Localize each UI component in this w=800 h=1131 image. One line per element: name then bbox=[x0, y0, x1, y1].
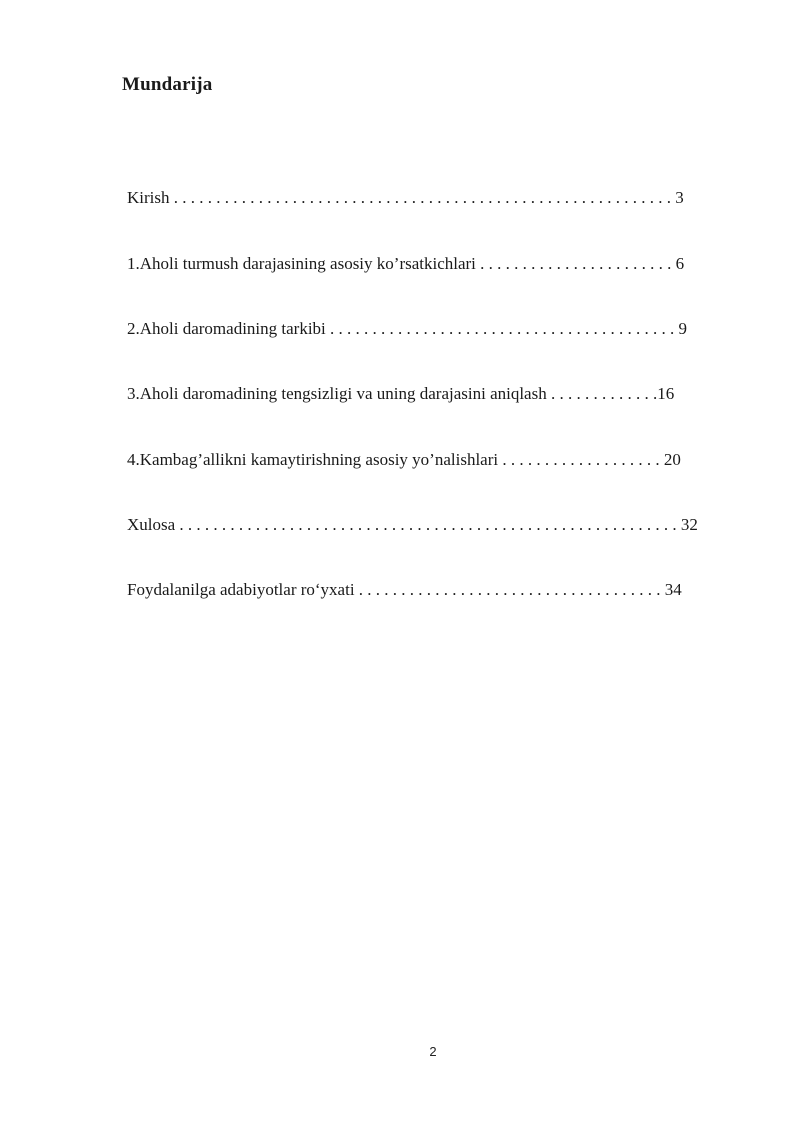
toc-item-chapter-4[interactable] bbox=[127, 447, 743, 473]
toc-entry-text: Xulosa . . . . . . . . . . . . . . . . . . . . . . . . . . . . . . . . . . . . . . . . . . . . . . . . . . . . . . . . . . . 32 bbox=[127, 515, 698, 534]
toc-entry-text: 4.Kambag’allikni kamaytirishning asosiy yo’nalishlari . . . . . . . . . . . . . . . . . . . 20 bbox=[127, 450, 681, 469]
toc-item-conclusion[interactable] bbox=[127, 512, 743, 538]
toc-entry-text: 2.Aholi daromadining tarkibi . . . . . . . . . . . . . . . . . . . . . . . . . . . . . . . . . . . . . . . . . 9 bbox=[127, 319, 688, 338]
toc-item-chapter-1[interactable] bbox=[127, 251, 743, 277]
toc-entry-text: Foydalanilga adabiyotlar ro‘yxati . . . . . . . . . . . . . . . . . . . . . . . . . . . . . . . . . . . . 34 bbox=[127, 580, 682, 599]
toc-entry-text: 1.Aholi turmush darajasining asosiy ko’rsatkichlari . . . . . . . . . . . . . . . . . . . . . . . 6 bbox=[127, 254, 685, 273]
toc-item-introduction[interactable] bbox=[127, 185, 743, 211]
toc-entry-text: 3.Aholi daromadining tengsizligi va uning darajasini aniqlash . . . . . . . . . . . . .16 bbox=[127, 384, 675, 403]
toc-item-chapter-2[interactable] bbox=[127, 316, 743, 342]
page-number: 2 bbox=[429, 1044, 437, 1059]
toc-item-chapter-3[interactable] bbox=[127, 381, 743, 407]
toc-entry-text: Kirish . . . . . . . . . . . . . . . . . . . . . . . . . . . . . . . . . . . . . . . . . . . . . . . . . . . . . . . . . . . 3 bbox=[127, 188, 684, 207]
page-title: Mundarija bbox=[122, 74, 213, 95]
toc-item-references[interactable] bbox=[127, 577, 743, 603]
